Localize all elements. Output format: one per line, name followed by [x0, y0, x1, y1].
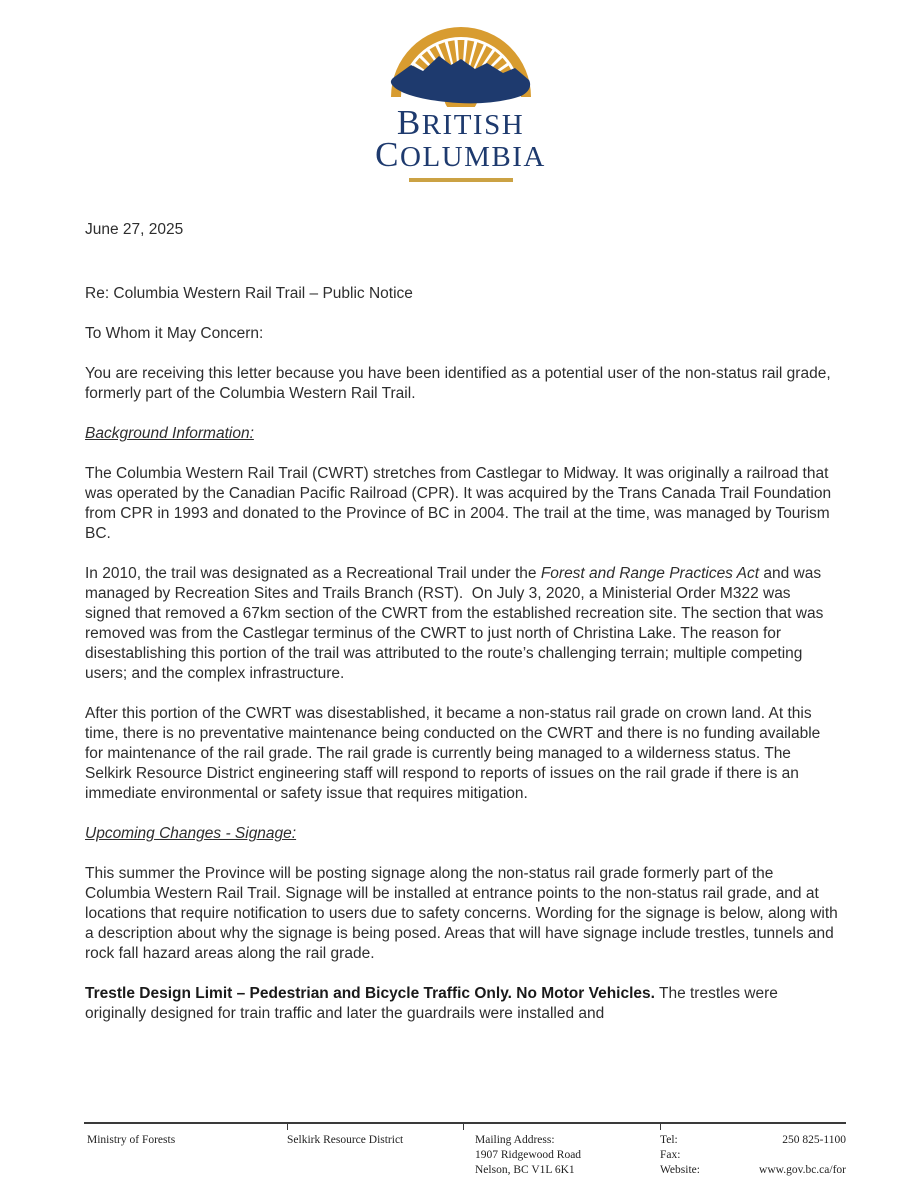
website-label: Website:	[660, 1164, 700, 1176]
background-paragraph-2	[85, 564, 838, 684]
background-paragraph-1: The Columbia Western Rail Trail (CWRT) stretches from Castlegar to Midway. It was originally a railroad that was operated by the Canadian Pacific Railroad (CPR). It was acquired by the Trans Canada Trail Foundation from CPR in 1993 and donated to the Province of BC in 2004. The trail at the time, was managed by Tourism BC.	[85, 465, 836, 543]
address-line-2: Nelson, BC V1L 6K1	[475, 1164, 575, 1176]
footer-ministry: Ministry of Forests	[87, 1134, 176, 1146]
mailing-address-label: Mailing Address:	[475, 1134, 555, 1146]
footer-divider-tick-1	[287, 1124, 288, 1130]
fax-label: Fax:	[660, 1149, 681, 1161]
act-title-italic: Forest and Range Practices Act	[540, 565, 760, 583]
background-paragraph-2-post: and was managed by Recreation Sites and Trails Branch (RST). On July 3, 2020, a Ministerial Order M322 was signed that removed a 67km section of the CWRT from the established recreation site. The section that was removed was from the Castlegar terminus of the CWRT to just north of Christina Lake. The reason for disestablishing this portion of the trail was attributed to the route’s challenging terrain; multiple competing users; and the complex infrastructure.	[85, 565, 828, 683]
trestle-paragraph	[85, 984, 838, 1024]
footer-divider-tick-3	[660, 1124, 661, 1130]
bc-logo	[0, 0, 921, 182]
bc-logo-wordmark	[0, 103, 921, 175]
letterhead-footer	[84, 1122, 846, 1178]
footer-divider-tick-2	[463, 1124, 464, 1130]
background-paragraph-3: After this portion of the CWRT was disestablished, it became a non-status rail grade on crown land. At this time, there is no preventative maintenance being conducted on the CWRT and there is no funding available for maintenance of the rail grade. The rail grade is currently being managed to a wilderness status. The Selkirk Resource District engineering staff will respond to reports of issues on the rail grade if there is an immediate environmental or safety issue that requires mitigation.	[85, 705, 825, 803]
contact-row-tel	[660, 1133, 846, 1148]
bc-crest-sunburst-icon	[385, 23, 537, 107]
website-value: www.gov.bc.ca/for	[759, 1164, 846, 1176]
intro-paragraph: You are receiving this letter because you have been identified as a potential user of the non-status rail grade, formerly part of the Columbia Western Rail Trail.	[85, 365, 835, 403]
footer-mailing-address	[463, 1133, 660, 1178]
signage-paragraph-1: This summer the Province will be posting signage along the non-status rail grade formerly part of the Columbia Western Rail Trail. Signage will be installed at entrance points to the non-status rail grade, and at locations that require notification to users due to safety concerns. Wording for the signage is below, along with a description about why the signage is being posed. Areas that will have signage include trestles, tunnels and rock fall hazard areas along the rail grade.	[85, 865, 843, 963]
logo-line-british: BRITISH	[396, 103, 525, 142]
footer-contact	[660, 1133, 846, 1178]
letter-date: June 27, 2025	[85, 221, 184, 239]
section-heading-upcoming-changes-signage: Upcoming Changes - Signage:	[85, 825, 297, 843]
contact-row-website	[660, 1163, 846, 1178]
trestle-design-limit-bold: Trestle Design Limit – Pedestrian and Bicycle Traffic Only. No Motor Vehicles.	[85, 985, 655, 1003]
address-line-1: 1907 Ridgewood Road	[475, 1149, 582, 1161]
salutation: To Whom it May Concern:	[85, 325, 264, 343]
tel-value: 250 825-1100	[782, 1134, 846, 1146]
footer-district: Selkirk Resource District	[287, 1134, 404, 1146]
contact-row-fax	[660, 1148, 846, 1163]
background-paragraph-2-pre: In 2010, the trail was designated as a Recreational Trail under the	[85, 565, 541, 583]
subject-line: Re: Columbia Western Rail Trail – Public Notice	[85, 285, 413, 303]
tel-label: Tel:	[660, 1134, 678, 1146]
logo-line-columbia: COLUMBIA	[375, 135, 546, 175]
letter-content	[0, 182, 921, 1024]
section-heading-background-information: Background Information:	[85, 425, 254, 443]
trestle-paragraph-rest: The trestles were originally designed for train traffic and later the guardrails were installed and	[85, 985, 783, 1023]
